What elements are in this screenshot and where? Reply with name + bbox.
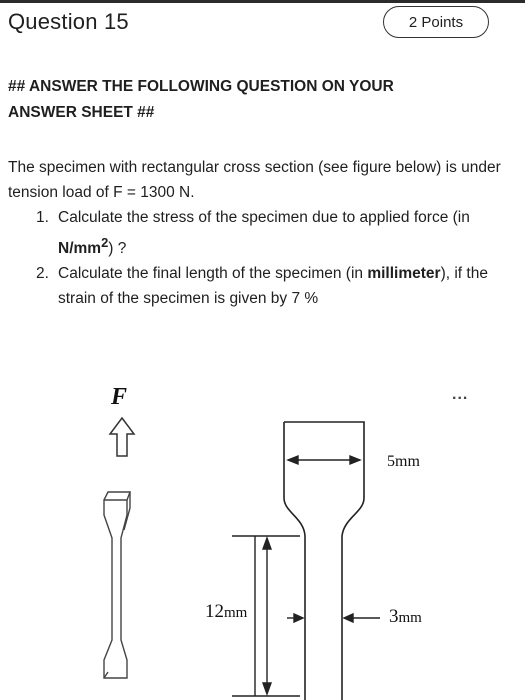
width-label: 5mm xyxy=(387,453,420,470)
list-text: Calculate the final length of the specimen (in millimeter), if the strain of the specimen is given by 7 % xyxy=(58,265,488,308)
width-dimension xyxy=(288,456,360,464)
list-text: Calculate the stress of the specimen due to applied force (in $N/mm^2$) ? xyxy=(58,209,470,258)
specimen-3d-sketch xyxy=(104,492,130,678)
instruction-text: ## ANSWER THE FOLLOWING QUESTION ON YOUR ANSWER SHEET ## xyxy=(8,78,394,121)
thickness-dimension xyxy=(287,614,380,622)
question-title: Question 15 xyxy=(8,9,129,34)
intro-text: The specimen with rectangular cross section (see figure below) is under tension load of F = 1300 N. xyxy=(8,159,501,201)
question-body xyxy=(8,155,508,311)
up-arrow-icon xyxy=(110,418,134,456)
specimen-figure xyxy=(0,360,525,700)
list-item xyxy=(8,205,508,261)
top-border xyxy=(0,0,525,3)
unit-bold: millimeter xyxy=(367,265,441,283)
more-options-icon[interactable]: ... xyxy=(452,386,469,403)
force-label: F xyxy=(111,384,128,410)
list-number: 2. xyxy=(36,265,49,283)
points-badge: 2 Points xyxy=(383,6,489,38)
thickness-label: 3mm xyxy=(389,606,422,627)
unit-bold: N/mm xyxy=(58,240,102,258)
list-number: 1. xyxy=(36,209,49,226)
list-item xyxy=(8,261,508,311)
question-list xyxy=(8,205,508,311)
length-label: 12mm xyxy=(205,601,248,622)
